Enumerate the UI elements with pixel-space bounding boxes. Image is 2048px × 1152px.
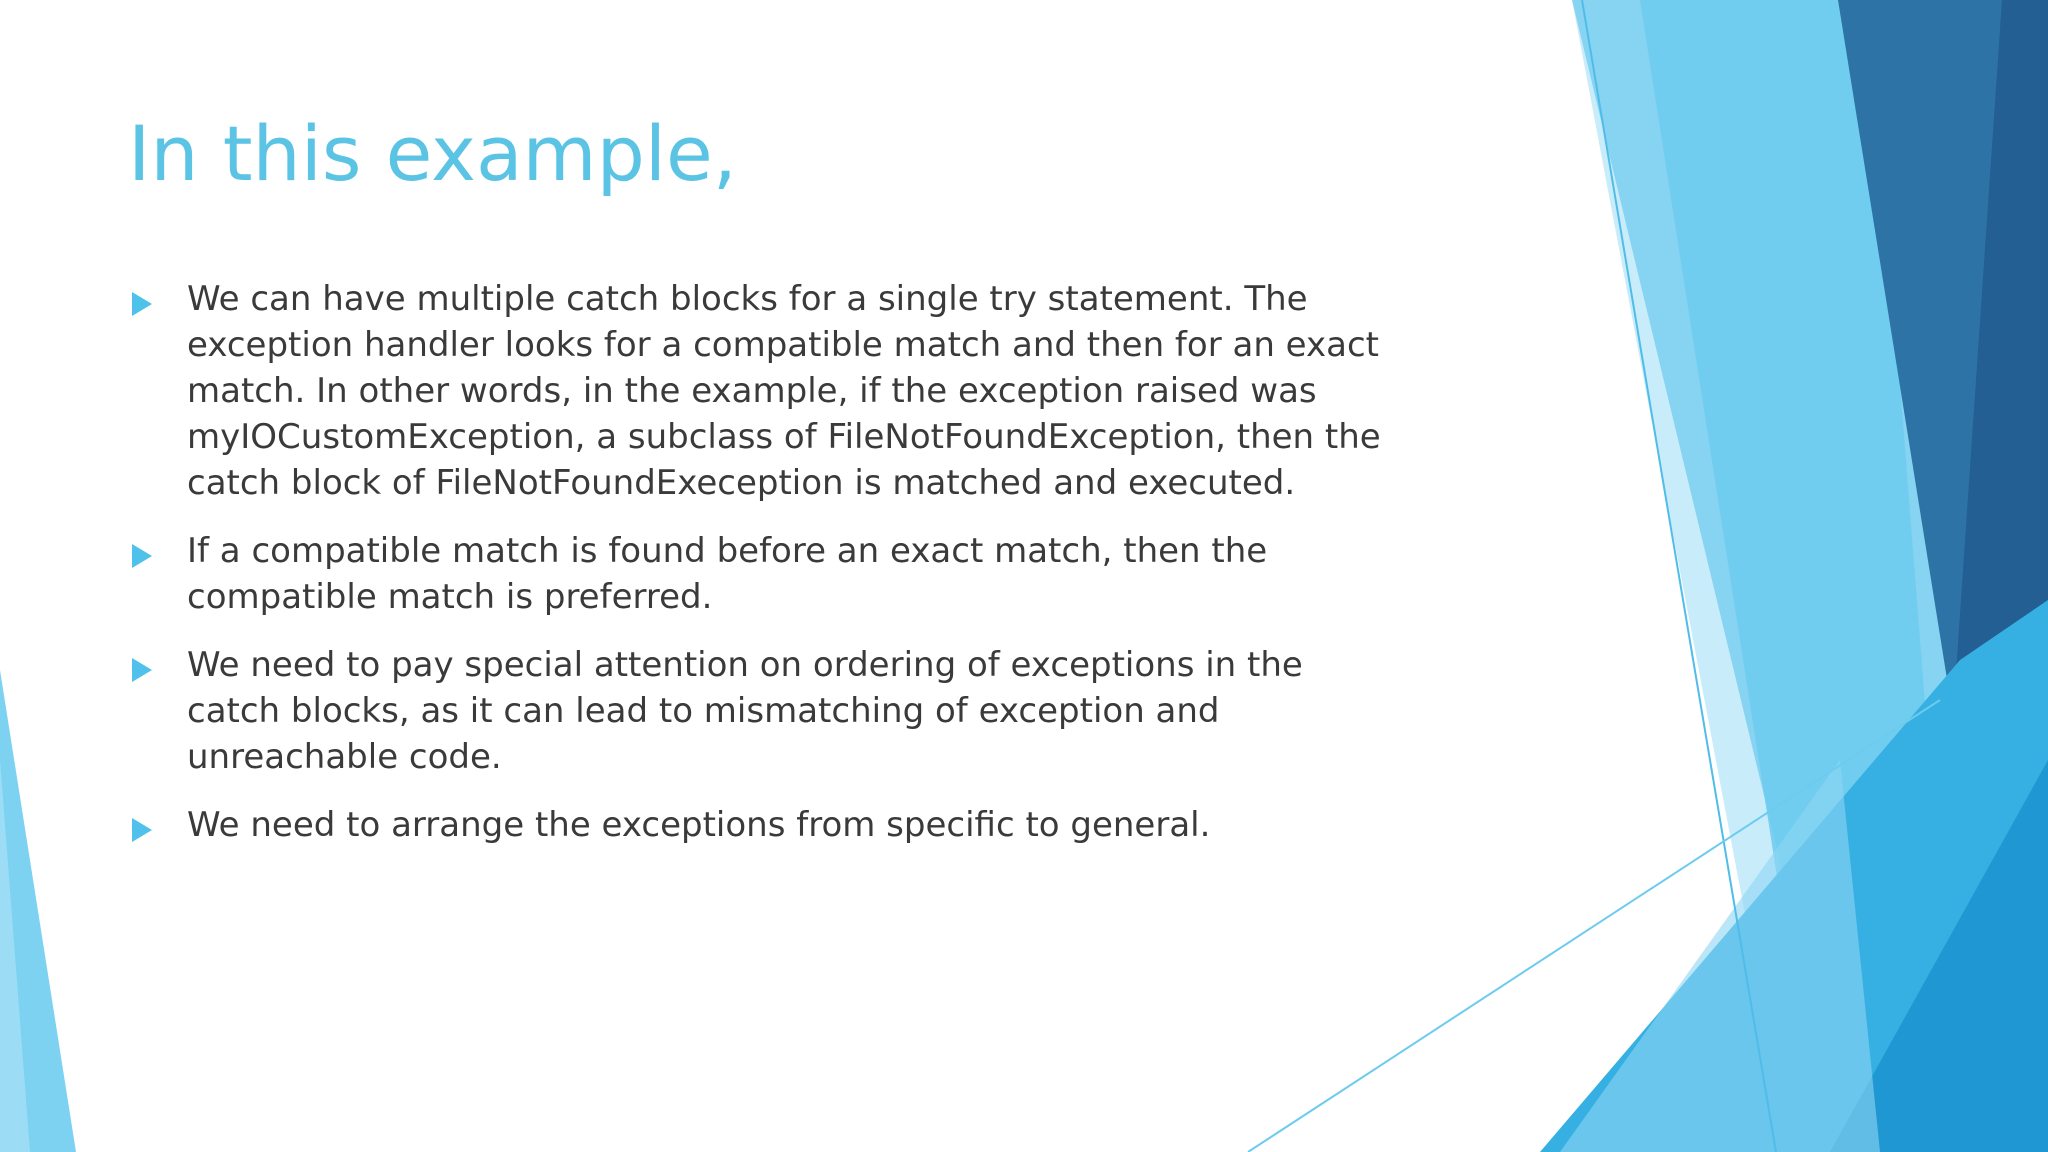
bullet-line: unreachable code. — [187, 737, 502, 777]
bullet-line: myIOCustomException, a subclass of FileNotFoundException, then the — [187, 417, 1381, 457]
bullet-list — [128, 276, 1428, 870]
triangle-bullet-icon — [132, 658, 152, 682]
bullet-item — [128, 276, 1428, 506]
triangle-bullet-icon — [132, 292, 152, 316]
bullet-line: catch block of FileNotFoundExeception is matched and executed. — [187, 463, 1296, 503]
bullet-line: compatible match is preferred. — [187, 577, 713, 617]
bullet-item — [128, 528, 1428, 620]
bullet-line: We can have multiple catch blocks for a single try statement. The — [187, 279, 1308, 319]
bullet-line: catch blocks, as it can lead to mismatching of exception and — [187, 691, 1220, 731]
bullet-item — [128, 642, 1428, 780]
bullet-line: We need to pay special attention on ordering of exceptions in the — [187, 645, 1303, 685]
bullet-line: We need to arrange the exceptions from specific to general. — [187, 805, 1211, 845]
bullet-line: match. In other words, in the example, if the exception raised was — [187, 371, 1317, 411]
triangle-bullet-icon — [132, 818, 152, 842]
triangle-bullet-icon — [132, 544, 152, 568]
bullet-item — [128, 802, 1428, 848]
bullet-line: If a compatible match is found before an exact match, then the — [187, 531, 1268, 571]
slide-title: In this example, — [128, 109, 737, 198]
bullet-line: exception handler looks for a compatible match and then for an exact — [187, 325, 1379, 365]
